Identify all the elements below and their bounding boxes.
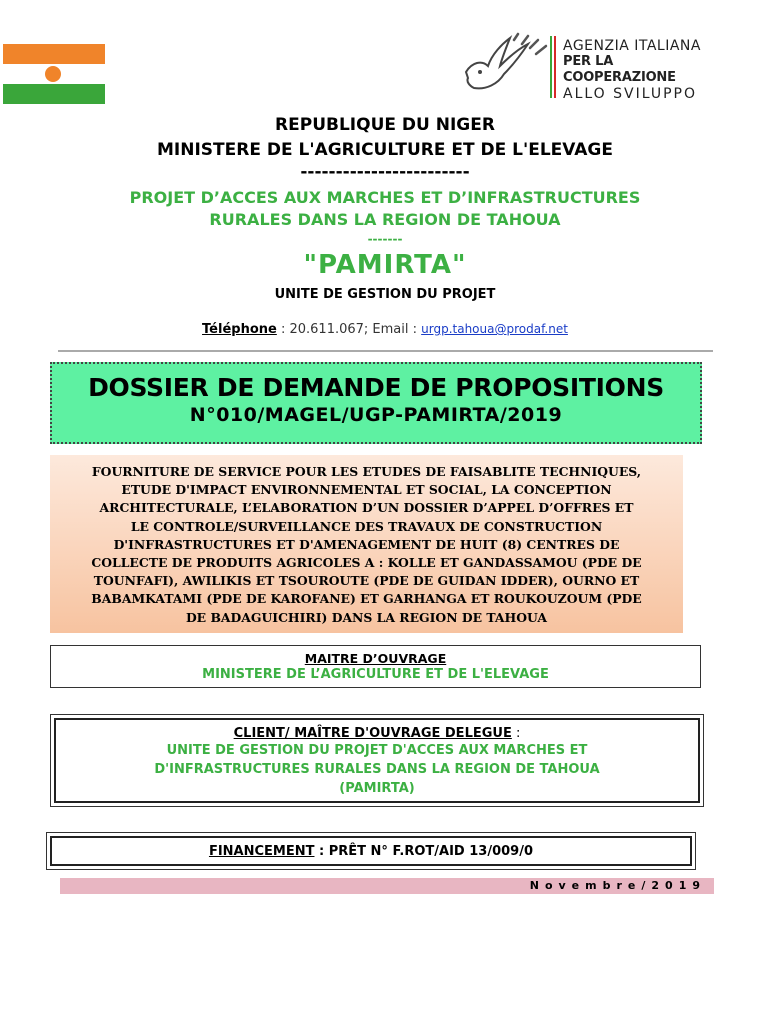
maitre-ouvrage-box [50,645,701,688]
description-line: TOUNFAFI), AWILIKIS ET TSOUROUTE (PDE DE GUIDAN IDDER), OURNO ET [93,573,640,589]
maitre-ouvrage-label: MAITRE D’OUVRAGE [304,651,447,666]
contact-line [0,322,770,337]
unit-title: UNITE DE GESTION DU PROJET [274,287,496,302]
financement-label: FINANCEMENT [208,844,315,859]
description-line: ETUDE D'IMPACT ENVIRONNEMENTAL ET SOCIAL, LA CONCEPTION [121,482,612,498]
ministry-title: MINISTERE DE L'AGRICULTURE ET DE L'ELEVAGE [157,140,613,160]
client-label-row [56,726,698,741]
dossier-banner [50,362,702,444]
project-separator: ------- [367,232,403,246]
email-link[interactable]: urgp.tahoua@prodaf.net [421,322,568,336]
logo-line-3: ALLO SVILUPPO [563,86,697,102]
dossier-title: DOSSIER DE DEMANDE DE PROPOSITIONS [88,373,664,402]
description-line: ARCHITECTURALE, L’ELABORATION D’UN DOSSIER D’APPEL D’OFFRES ET [99,500,634,516]
description-line: LE CONTROLE/SURVEILLANCE DES TRAVAUX DE CONSTRUCTION [130,518,603,534]
client-label: CLIENT/ MAÎTRE D'OUVRAGE DELEGUE [233,726,512,741]
description-line: BABAMKATAMI (PDE DE KAROFANE) ET GARHANGA ET ROUKOUZOUM (PDE [91,591,642,607]
dossier-number: N°010/MAGEL/UGP-PAMIRTA/2019 [189,404,563,426]
description-line: COLLECTE DE PRODUITS AGRICOLES A : KOLLE ET GANDASSAMOU (PDE DE [91,555,642,571]
aics-logo [458,32,708,102]
document-date: Novembre/2019 [529,879,706,892]
republic-title: REPUBLIQUE DU NIGER [275,115,495,135]
flag-sun-disc [45,66,61,82]
description-line: DE BADAGUICHIRI) DANS LA REGION DE TAHOUA [185,609,548,625]
client-box [50,714,704,807]
phone-label: Téléphone [202,322,277,337]
client-value-line: D'INFRASTRUCTURES RURALES DANS LA REGION DE TAHOUA [154,762,600,777]
project-acronym: "PAMIRTA" [303,250,467,280]
dove-icon [458,32,550,102]
maitre-ouvrage-value: MINISTERE DE L’AGRICULTURE ET DE L'ELEVAGE [202,667,549,682]
header-separator: ------------------------ [300,162,470,182]
description-line: D'INFRASTRUCTURES ET D'AMENAGEMENT DE HUIT (8) CENTRES DE [113,536,620,552]
client-value-line: (PAMIRTA) [339,781,415,796]
financement-box [46,832,696,870]
client-value-line: UNITE DE GESTION DU PROJET D'ACCES AUX MARCHES ET [166,743,588,758]
phone-number: : 20.611.067; Email : [276,322,422,337]
niger-flag-icon [3,44,105,104]
logo-line-2: PER LA COOPERAZIONE [563,54,676,85]
client-label-suffix: : [511,726,521,741]
project-title-line-1: PROJET D’ACCES AUX MARCHES ET D’INFRASTRUCTURES [129,188,641,207]
description-line: FOURNITURE DE SERVICE POUR LES ETUDES DE FAISABLITE TECHNIQUES, [91,464,642,479]
date-bar [60,878,714,894]
header-divider [58,350,713,352]
logo-color-stripes [550,36,556,98]
logo-line-1: AGENZIA ITALIANA [563,38,701,54]
description-box [50,455,683,633]
project-title-line-2: RURALES DANS LA REGION DE TAHOUA [209,210,561,229]
financement-value: : PRÊT N° F.ROT/AID 13/009/0 [314,844,534,859]
